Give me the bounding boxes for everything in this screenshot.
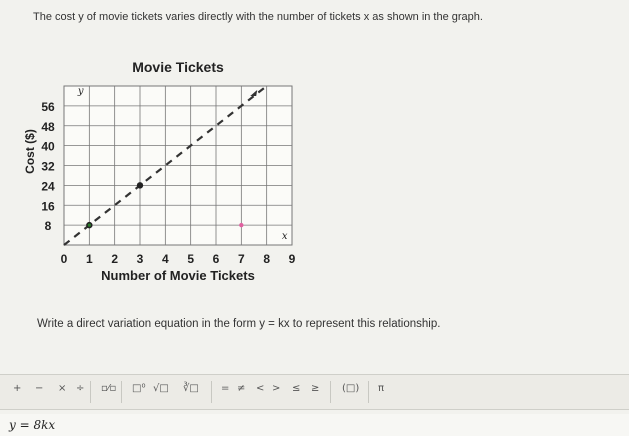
nth-root-icon[interactable]: ∛□ (183, 383, 199, 394)
equals-icon[interactable]: = (221, 383, 230, 394)
highlight-dot (88, 224, 91, 227)
plus-icon[interactable]: + (13, 383, 22, 394)
sqrt-icon[interactable]: √□ (153, 383, 169, 394)
exponent-icon[interactable]: □⁰ (132, 383, 146, 394)
y-tick-label: 40 (41, 139, 55, 154)
x-variable-label: x (281, 230, 288, 242)
times-icon[interactable]: × (58, 383, 67, 394)
greater-equal-icon[interactable]: ≥ (311, 383, 320, 394)
toolbar-separator (90, 381, 91, 403)
x-tick-label: 2 (111, 252, 119, 266)
math-toolbar (0, 374, 629, 410)
y-tick-label: 8 (44, 219, 52, 234)
x-axis-label: Number of Movie Tickets (101, 268, 255, 283)
problem-prompt: The cost y of movie tickets varies directly with the number of tickets x as shown in the graph. (33, 11, 483, 23)
y-tick-label: 24 (41, 179, 55, 194)
y-axis-label: Cost ($) (23, 129, 37, 174)
not-equal-icon[interactable]: ≠ (237, 383, 246, 394)
toolbar-separator (368, 381, 369, 403)
y-tick-label: 48 (41, 119, 55, 134)
answer-field[interactable] (0, 414, 629, 436)
toolbar-separator (211, 381, 212, 403)
fraction-icon[interactable]: ▫⁄▫ (101, 383, 117, 394)
answer-input[interactable]: y = 8kx (9, 418, 56, 432)
minus-icon[interactable]: − (35, 383, 44, 394)
toolbar-separator (121, 381, 122, 403)
x-tick-label: 9 (288, 252, 296, 266)
divide-icon[interactable]: ÷ (76, 383, 85, 394)
y-tick-label: 32 (41, 159, 55, 174)
pi-icon[interactable]: π (378, 383, 385, 394)
x-tick-label: 5 (187, 252, 195, 266)
x-tick-label: 4 (161, 252, 169, 266)
data-point (137, 182, 143, 188)
less-than-icon[interactable]: < (256, 383, 265, 394)
toolbar-separator (330, 381, 331, 403)
x-tick-label: 7 (237, 252, 245, 266)
y-tick-label: 56 (41, 99, 55, 114)
x-tick-label: 3 (136, 252, 144, 266)
pink-marker (239, 223, 243, 227)
parentheses-icon[interactable]: (□) (342, 383, 360, 394)
x-tick-label: 8 (263, 252, 271, 266)
less-equal-icon[interactable]: ≤ (292, 383, 301, 394)
greater-than-icon[interactable]: > (272, 383, 281, 394)
x-tick-label: 1 (85, 252, 93, 266)
x-tick-label: 6 (212, 252, 220, 266)
chart-title: Movie Tickets (132, 59, 224, 75)
y-tick-label: 16 (41, 199, 55, 214)
x-tick-label: 0 (60, 252, 68, 266)
question-text: Write a direct variation equation in the form y = kx to represent this relationship. (37, 318, 441, 330)
y-variable-label: y (77, 86, 84, 97)
